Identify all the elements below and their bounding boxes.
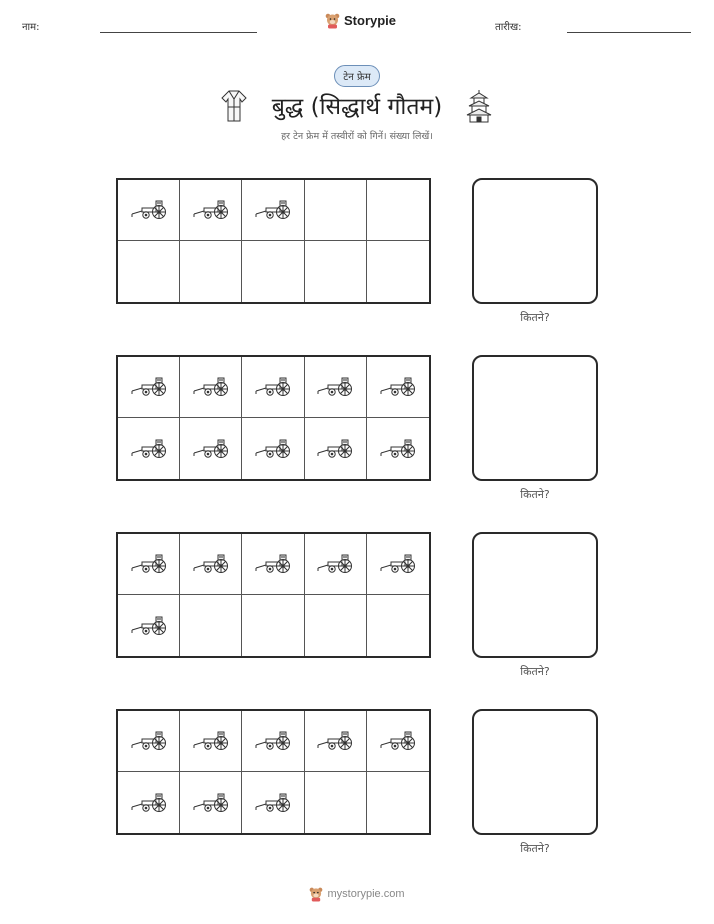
name-label: नाम: (22, 22, 40, 33)
ox-cart-icon (192, 730, 230, 752)
frame-cell (242, 418, 304, 479)
ox-cart-icon (316, 376, 354, 398)
answer-label: कितने? (520, 842, 550, 855)
ten-frame (116, 532, 431, 658)
date-label: तारीख: (495, 22, 522, 33)
ten-frame (116, 178, 431, 304)
ox-cart-icon (316, 438, 354, 460)
frame-cell (118, 180, 180, 241)
frame-cell (180, 772, 242, 833)
ox-cart-icon (316, 553, 354, 575)
ox-cart-icon (192, 792, 230, 814)
ox-cart-icon (254, 730, 292, 752)
frame-cell (242, 180, 304, 241)
frame-cell (305, 418, 367, 479)
ox-cart-icon (130, 553, 168, 575)
answer-box[interactable] (472, 178, 598, 304)
ten-frame (116, 355, 431, 481)
ox-cart-icon (130, 376, 168, 398)
ox-cart-icon (192, 199, 230, 221)
frame-cell (305, 595, 367, 656)
frame-cell (180, 595, 242, 656)
frame-cell (242, 534, 304, 595)
frame-cell (242, 711, 304, 772)
ox-cart-icon (379, 730, 417, 752)
date-line[interactable] (567, 32, 691, 33)
frame-cell (242, 772, 304, 833)
frame-cell (305, 241, 367, 302)
footer-url: mystorypie.com (327, 888, 405, 900)
ox-cart-icon (254, 553, 292, 575)
footer (309, 886, 404, 902)
ox-cart-icon (316, 730, 354, 752)
answer-box[interactable] (472, 709, 598, 835)
frame-cell (180, 711, 242, 772)
bear-logo-icon (325, 12, 340, 29)
frame-cell (118, 241, 180, 302)
frame-cell (118, 711, 180, 772)
frame-cell (180, 418, 242, 479)
worksheet-type-badge: टेन फ्रेम (334, 65, 379, 87)
page-title: बुद्ध (सिद्धार्थ गौतम) (271, 94, 443, 120)
frame-cell (118, 357, 180, 418)
ox-cart-icon (379, 376, 417, 398)
frame-cell (305, 180, 367, 241)
pagoda-icon (465, 89, 493, 127)
frame-cell (118, 418, 180, 479)
frame-cell (367, 534, 429, 595)
frame-cell (118, 595, 180, 656)
frame-cell (367, 357, 429, 418)
name-line[interactable] (100, 32, 257, 33)
brand-name: Storypie (344, 13, 397, 28)
frame-cell (180, 241, 242, 302)
frame-cell (367, 595, 429, 656)
answer-label: कितने? (520, 311, 550, 324)
frame-cell (242, 357, 304, 418)
frame-cell (367, 711, 429, 772)
ox-cart-icon (379, 553, 417, 575)
answer-box[interactable] (472, 355, 598, 481)
frame-cell (242, 241, 304, 302)
frame-cell (180, 534, 242, 595)
frame-cell (367, 241, 429, 302)
frame-cell (305, 711, 367, 772)
frame-cell (367, 180, 429, 241)
frame-cell (180, 180, 242, 241)
ox-cart-icon (254, 792, 292, 814)
ox-cart-icon (192, 376, 230, 398)
frame-cell (305, 534, 367, 595)
ox-cart-icon (254, 438, 292, 460)
ox-cart-icon (130, 199, 168, 221)
ox-cart-icon (130, 730, 168, 752)
frame-cell (305, 357, 367, 418)
frame-cell (180, 357, 242, 418)
brand-logo (325, 12, 396, 29)
frame-cell (305, 772, 367, 833)
ox-cart-icon (130, 615, 168, 637)
ox-cart-icon (254, 199, 292, 221)
ox-cart-icon (130, 792, 168, 814)
ox-cart-icon (379, 438, 417, 460)
frame-cell (367, 418, 429, 479)
frame-cell (118, 772, 180, 833)
frame-cell (242, 595, 304, 656)
ox-cart-icon (192, 438, 230, 460)
bear-logo-icon (309, 886, 323, 902)
instructions: हर टेन फ्रेम में तस्वीरों को गिनें। संख्या लिखें। (281, 131, 433, 142)
answer-label: कितने? (520, 488, 550, 501)
ox-cart-icon (192, 553, 230, 575)
frame-cell (118, 534, 180, 595)
answer-box[interactable] (472, 532, 598, 658)
ox-cart-icon (254, 376, 292, 398)
frame-cell (367, 772, 429, 833)
ten-frame (116, 709, 431, 835)
answer-label: कितने? (520, 665, 550, 678)
ox-cart-icon (130, 438, 168, 460)
